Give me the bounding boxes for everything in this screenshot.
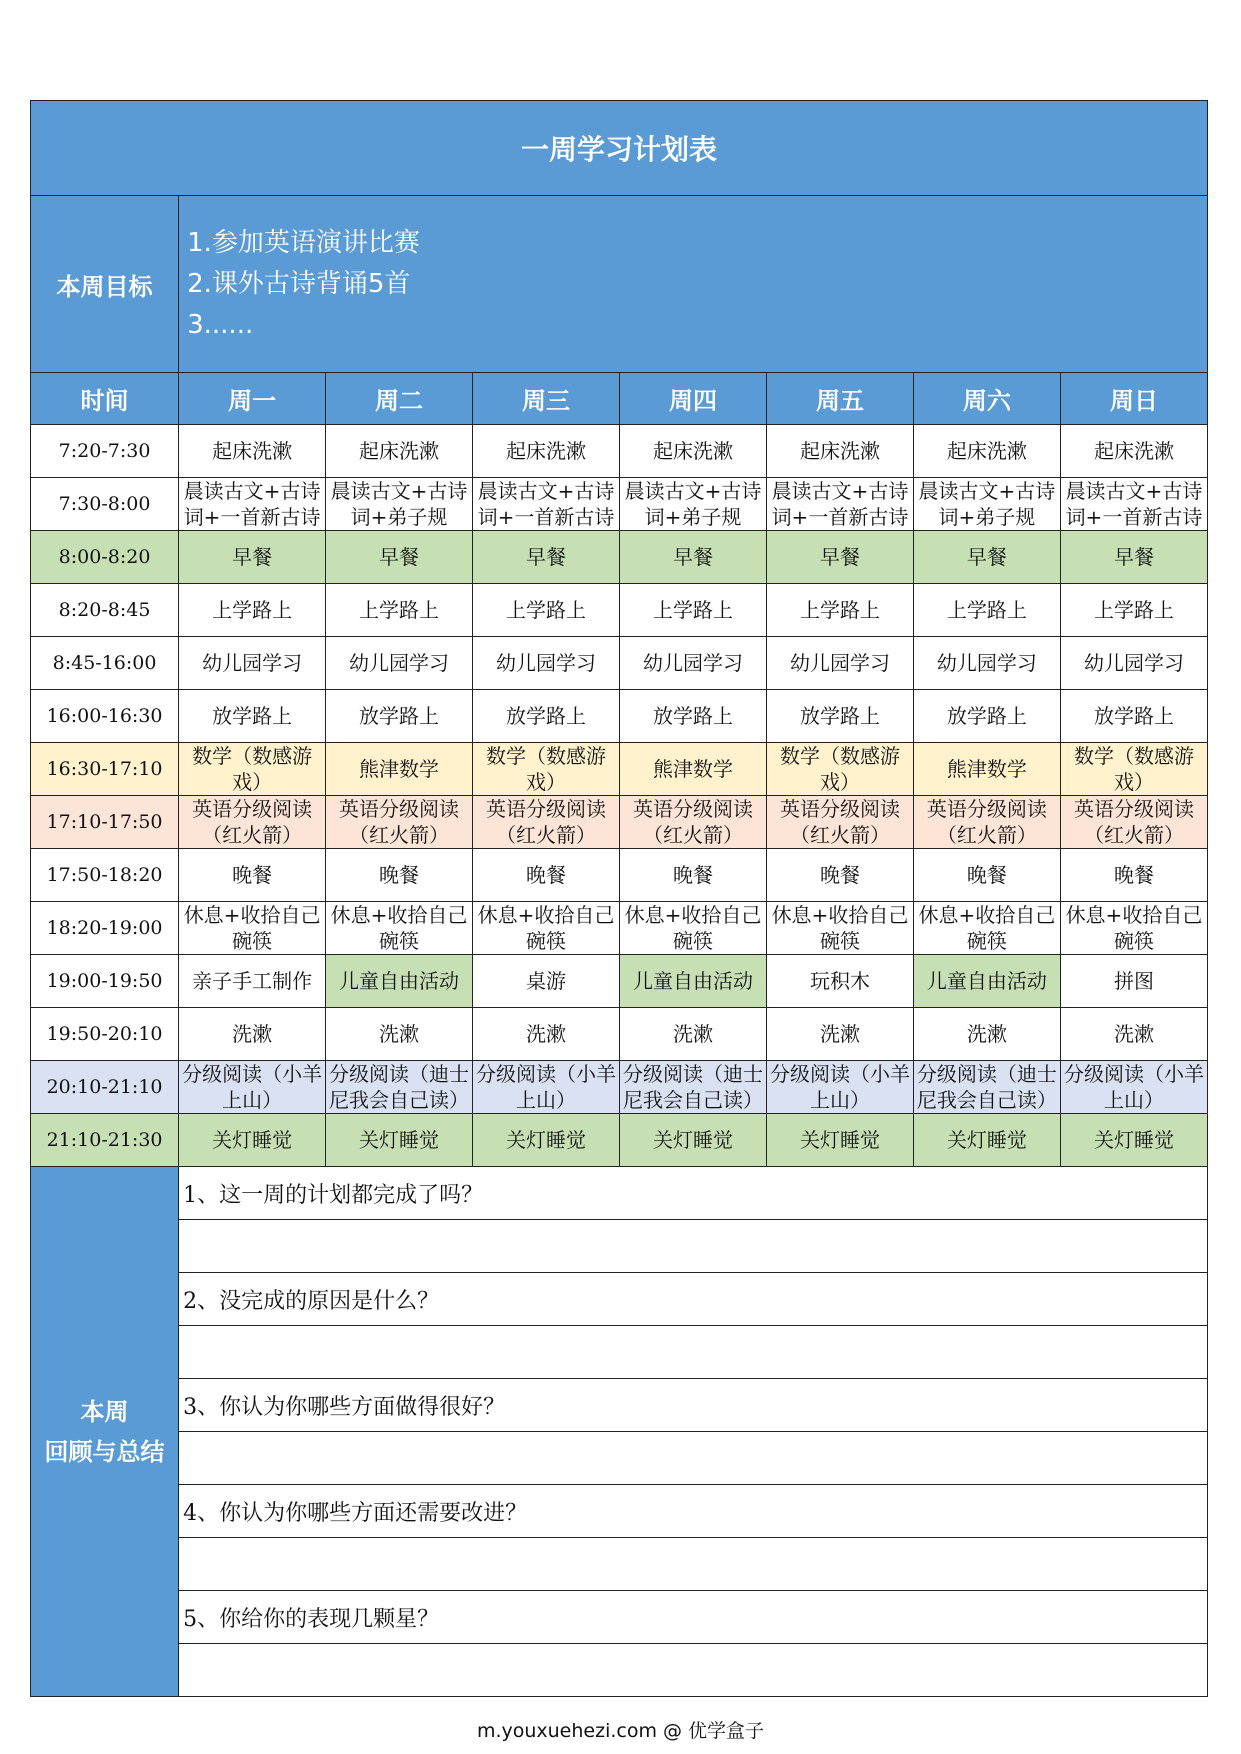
activity-cell: 晚餐 bbox=[913, 849, 1060, 902]
review-question: 5、你给你的表现几颗星？ bbox=[179, 1591, 1208, 1644]
activity-cell: 早餐 bbox=[913, 531, 1060, 584]
activity-cell: 数学（数感游戏） bbox=[1060, 743, 1207, 796]
time-cell: 16:00-16:30 bbox=[31, 690, 179, 743]
activity-cell: 起床洗漱 bbox=[179, 425, 326, 478]
activity-cell: 起床洗漱 bbox=[1060, 425, 1207, 478]
activity-cell: 休息+收拾自己碗筷 bbox=[473, 902, 620, 955]
time-cell: 19:50-20:10 bbox=[31, 1008, 179, 1061]
goals-label: 本周目标 bbox=[31, 196, 179, 373]
review-answer-line[interactable] bbox=[179, 1538, 1208, 1591]
activity-cell: 洗漱 bbox=[766, 1008, 913, 1061]
footer-watermark: m.youxuehezi.com @ 优学盒子 bbox=[476, 1720, 765, 1742]
activity-cell: 早餐 bbox=[179, 531, 326, 584]
review-question: 4、你认为你哪些方面还需要改进？ bbox=[179, 1485, 1208, 1538]
activity-cell: 熊津数学 bbox=[326, 743, 473, 796]
activity-cell: 亲子手工制作 bbox=[179, 955, 326, 1008]
goals-list bbox=[179, 196, 1208, 373]
activity-cell: 早餐 bbox=[766, 531, 913, 584]
schedule-row bbox=[31, 637, 1208, 690]
activity-cell: 洗漱 bbox=[473, 1008, 620, 1061]
activity-cell: 英语分级阅读（红火箭） bbox=[620, 796, 767, 849]
activity-cell: 英语分级阅读（红火箭） bbox=[326, 796, 473, 849]
day-header: 周二 bbox=[326, 373, 473, 425]
review-answer-line[interactable] bbox=[179, 1220, 1208, 1273]
activity-cell: 上学路上 bbox=[473, 584, 620, 637]
activity-cell: 洗漱 bbox=[1060, 1008, 1207, 1061]
activity-cell: 幼儿园学习 bbox=[913, 637, 1060, 690]
schedule-row bbox=[31, 584, 1208, 637]
activity-cell: 英语分级阅读（红火箭） bbox=[473, 796, 620, 849]
activity-cell: 分级阅读（小羊上山） bbox=[766, 1061, 913, 1114]
page-title: 一周学习计划表 bbox=[31, 101, 1208, 196]
activity-cell: 洗漱 bbox=[179, 1008, 326, 1061]
activity-cell: 放学路上 bbox=[473, 690, 620, 743]
activity-cell: 分级阅读（小羊上山） bbox=[1060, 1061, 1207, 1114]
activity-cell: 晨读古文+古诗词+弟子规 bbox=[326, 478, 473, 531]
review-question: 1、这一周的计划都完成了吗？ bbox=[179, 1167, 1208, 1220]
activity-cell: 分级阅读（迪士尼我会自己读） bbox=[620, 1061, 767, 1114]
activity-cell: 儿童自由活动 bbox=[620, 955, 767, 1008]
activity-cell: 早餐 bbox=[326, 531, 473, 584]
activity-cell: 早餐 bbox=[473, 531, 620, 584]
schedule-row bbox=[31, 1008, 1208, 1061]
time-cell: 7:30-8:00 bbox=[31, 478, 179, 531]
activity-cell: 数学（数感游戏） bbox=[179, 743, 326, 796]
activity-cell: 晨读古文+古诗词+一首新古诗 bbox=[179, 478, 326, 531]
activity-cell: 晚餐 bbox=[473, 849, 620, 902]
schedule-row bbox=[31, 796, 1208, 849]
activity-cell: 英语分级阅读（红火箭） bbox=[1060, 796, 1207, 849]
activity-cell: 关灯睡觉 bbox=[473, 1114, 620, 1167]
schedule-row bbox=[31, 478, 1208, 531]
activity-cell: 洗漱 bbox=[326, 1008, 473, 1061]
activity-cell: 晚餐 bbox=[326, 849, 473, 902]
day-header: 周四 bbox=[620, 373, 767, 425]
activity-cell: 儿童自由活动 bbox=[913, 955, 1060, 1008]
activity-cell: 幼儿园学习 bbox=[766, 637, 913, 690]
activity-cell: 起床洗漱 bbox=[913, 425, 1060, 478]
time-header: 时间 bbox=[31, 373, 179, 425]
activity-cell: 分级阅读（迪士尼我会自己读） bbox=[326, 1061, 473, 1114]
activity-cell: 幼儿园学习 bbox=[326, 637, 473, 690]
activity-cell: 起床洗漱 bbox=[620, 425, 767, 478]
activity-cell: 玩积木 bbox=[766, 955, 913, 1008]
time-cell: 7:20-7:30 bbox=[31, 425, 179, 478]
activity-cell: 起床洗漱 bbox=[473, 425, 620, 478]
activity-cell: 幼儿园学习 bbox=[620, 637, 767, 690]
activity-cell: 拼图 bbox=[1060, 955, 1207, 1008]
activity-cell: 晨读古文+古诗词+弟子规 bbox=[913, 478, 1060, 531]
time-cell: 21:10-21:30 bbox=[31, 1114, 179, 1167]
activity-cell: 起床洗漱 bbox=[326, 425, 473, 478]
activity-cell: 休息+收拾自己碗筷 bbox=[913, 902, 1060, 955]
review-answer-line[interactable] bbox=[179, 1644, 1208, 1697]
review-label-line2: 回顾与总结 bbox=[44, 1437, 165, 1466]
activity-cell: 英语分级阅读（红火箭） bbox=[179, 796, 326, 849]
activity-cell: 晨读古文+古诗词+弟子规 bbox=[620, 478, 767, 531]
day-header: 周三 bbox=[473, 373, 620, 425]
activity-cell: 上学路上 bbox=[1060, 584, 1207, 637]
activity-cell: 洗漱 bbox=[620, 1008, 767, 1061]
goal-item: 2.课外古诗背诵5首 bbox=[187, 268, 411, 299]
activity-cell: 洗漱 bbox=[913, 1008, 1060, 1061]
day-header: 周五 bbox=[766, 373, 913, 425]
activity-cell: 分级阅读（小羊上山） bbox=[179, 1061, 326, 1114]
time-cell: 16:30-17:10 bbox=[31, 743, 179, 796]
activity-cell: 儿童自由活动 bbox=[326, 955, 473, 1008]
activity-cell: 熊津数学 bbox=[913, 743, 1060, 796]
time-cell: 17:50-18:20 bbox=[31, 849, 179, 902]
time-cell: 8:20-8:45 bbox=[31, 584, 179, 637]
review-label-line1: 本周 bbox=[80, 1397, 129, 1426]
schedule-row bbox=[31, 849, 1208, 902]
activity-cell: 幼儿园学习 bbox=[473, 637, 620, 690]
activity-cell: 上学路上 bbox=[179, 584, 326, 637]
activity-cell: 熊津数学 bbox=[620, 743, 767, 796]
review-row bbox=[31, 1167, 1208, 1220]
activity-cell: 幼儿园学习 bbox=[1060, 637, 1207, 690]
activity-cell: 早餐 bbox=[1060, 531, 1207, 584]
activity-cell: 放学路上 bbox=[913, 690, 1060, 743]
activity-cell: 晚餐 bbox=[620, 849, 767, 902]
activity-cell: 放学路上 bbox=[1060, 690, 1207, 743]
activity-cell: 放学路上 bbox=[326, 690, 473, 743]
time-cell: 18:20-19:00 bbox=[31, 902, 179, 955]
review-label bbox=[31, 1167, 179, 1697]
day-header: 周日 bbox=[1060, 373, 1207, 425]
activity-cell: 关灯睡觉 bbox=[620, 1114, 767, 1167]
activity-cell: 休息+收拾自己碗筷 bbox=[326, 902, 473, 955]
time-cell: 17:10-17:50 bbox=[31, 796, 179, 849]
activity-cell: 起床洗漱 bbox=[766, 425, 913, 478]
review-answer-line[interactable] bbox=[179, 1326, 1208, 1379]
schedule-row bbox=[31, 531, 1208, 584]
time-cell: 19:00-19:50 bbox=[31, 955, 179, 1008]
day-header: 周一 bbox=[179, 373, 326, 425]
activity-cell: 桌游 bbox=[473, 955, 620, 1008]
activity-cell: 休息+收拾自己碗筷 bbox=[1060, 902, 1207, 955]
activity-cell: 放学路上 bbox=[766, 690, 913, 743]
schedule-row bbox=[31, 1114, 1208, 1167]
activity-cell: 关灯睡觉 bbox=[326, 1114, 473, 1167]
activity-cell: 晚餐 bbox=[1060, 849, 1207, 902]
weekly-plan-table bbox=[30, 100, 1208, 1697]
time-cell: 8:00-8:20 bbox=[31, 531, 179, 584]
goal-item: 3...... bbox=[187, 309, 254, 340]
activity-cell: 关灯睡觉 bbox=[179, 1114, 326, 1167]
activity-cell: 上学路上 bbox=[766, 584, 913, 637]
schedule-row bbox=[31, 690, 1208, 743]
activity-cell: 休息+收拾自己碗筷 bbox=[620, 902, 767, 955]
activity-cell: 关灯睡觉 bbox=[766, 1114, 913, 1167]
schedule-row bbox=[31, 743, 1208, 796]
review-answer-line[interactable] bbox=[179, 1432, 1208, 1485]
activity-cell: 数学（数感游戏） bbox=[473, 743, 620, 796]
activity-cell: 上学路上 bbox=[913, 584, 1060, 637]
activity-cell: 晨读古文+古诗词+一首新古诗 bbox=[766, 478, 913, 531]
time-cell: 8:45-16:00 bbox=[31, 637, 179, 690]
activity-cell: 放学路上 bbox=[179, 690, 326, 743]
activity-cell: 英语分级阅读（红火箭） bbox=[913, 796, 1060, 849]
activity-cell: 休息+收拾自己碗筷 bbox=[766, 902, 913, 955]
review-question: 2、没完成的原因是什么？ bbox=[179, 1273, 1208, 1326]
goal-item: 1.参加英语演讲比赛 bbox=[187, 227, 420, 258]
day-header-row bbox=[31, 373, 1208, 425]
activity-cell: 英语分级阅读（红火箭） bbox=[766, 796, 913, 849]
activity-cell: 数学（数感游戏） bbox=[766, 743, 913, 796]
schedule-row bbox=[31, 425, 1208, 478]
activity-cell: 晨读古文+古诗词+一首新古诗 bbox=[1060, 478, 1207, 531]
activity-cell: 上学路上 bbox=[620, 584, 767, 637]
activity-cell: 晚餐 bbox=[766, 849, 913, 902]
review-question: 3、你认为你哪些方面做得很好？ bbox=[179, 1379, 1208, 1432]
schedule-row bbox=[31, 955, 1208, 1008]
activity-cell: 早餐 bbox=[620, 531, 767, 584]
activity-cell: 关灯睡觉 bbox=[1060, 1114, 1207, 1167]
activity-cell: 放学路上 bbox=[620, 690, 767, 743]
schedule-row bbox=[31, 902, 1208, 955]
activity-cell: 上学路上 bbox=[326, 584, 473, 637]
activity-cell: 分级阅读（迪士尼我会自己读） bbox=[913, 1061, 1060, 1114]
activity-cell: 晨读古文+古诗词+一首新古诗 bbox=[473, 478, 620, 531]
activity-cell: 幼儿园学习 bbox=[179, 637, 326, 690]
activity-cell: 休息+收拾自己碗筷 bbox=[179, 902, 326, 955]
time-cell: 20:10-21:10 bbox=[31, 1061, 179, 1114]
activity-cell: 晚餐 bbox=[179, 849, 326, 902]
activity-cell: 分级阅读（小羊上山） bbox=[473, 1061, 620, 1114]
day-header: 周六 bbox=[913, 373, 1060, 425]
schedule-row bbox=[31, 1061, 1208, 1114]
activity-cell: 关灯睡觉 bbox=[913, 1114, 1060, 1167]
